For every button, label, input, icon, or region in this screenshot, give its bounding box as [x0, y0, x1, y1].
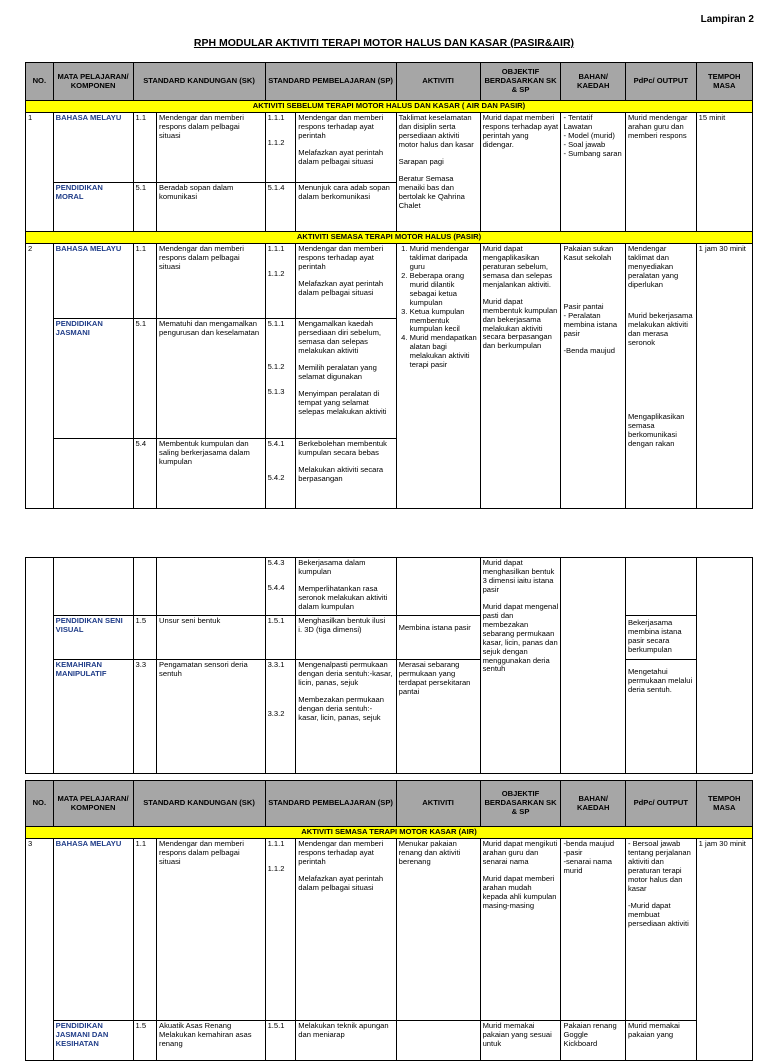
sp-code: 5.1.4 [265, 182, 296, 231]
subject-name: BAHASA MELAYU [53, 112, 133, 182]
sp-text: Mengenalpasti permukaan dengan deria sentuh:-kasar, licin, panas, sejuk [298, 660, 393, 687]
sk-text: Mendengar dan memberi respons dalam pelbagai situasi [157, 112, 266, 182]
output-text: Bekerjasama membina istana pasir secara berkumpulan [625, 616, 696, 660]
sp-text: Menunjuk cara adab sopan dalam berkomunikasi [296, 182, 396, 231]
subject-name: PENDIDIKAN JASMANI [53, 318, 133, 438]
header-no: NO. [26, 63, 54, 101]
sp-text: Melakukan aktiviti secara berpasangan [298, 464, 384, 483]
output-text: Mengetahui permukaan melalui deria sentuh. [625, 660, 696, 774]
header-bahan: BAHAN/ KAEDAH [561, 63, 626, 101]
table-header-row [26, 63, 753, 101]
header-bahan: BAHAN/ KAEDAH [561, 781, 626, 827]
activity-list [399, 245, 478, 370]
activity-text: Merasai sebarang permukaan yang terdapat persekitaran pantai [396, 660, 480, 774]
row-number: 2 [26, 243, 54, 508]
section-band: AKTIVITI SEMASA TERAPI MOTOR KASAR (AIR) [26, 827, 753, 839]
objective-text: Murid dapat memberi arahan mudah kepada ahli kumpulan masing-masing [482, 873, 557, 910]
duration-text: 15 minit [696, 112, 752, 231]
sk-code: 5.1 [133, 182, 157, 231]
output-text: Mengaplikasikan semasa berkomunikasi dengan rakan [627, 412, 685, 449]
rph-table-1 [25, 62, 753, 509]
sp-code: 3.3.2 [267, 708, 285, 718]
table-row [26, 243, 753, 318]
rph-table-2 [25, 557, 753, 774]
header-pdpc: PdPc/ OUTPUT [625, 63, 696, 101]
activity-text: Sarapan pagi [398, 156, 444, 166]
page-title: RPH MODULAR AKTIVITI TERAPI MOTOR HALUS DAN KASAR (PASIR&AIR) [193, 37, 575, 49]
table-header-row [26, 781, 753, 827]
header-tempoh: TEMPOH MASA [696, 781, 752, 827]
section-band: AKTIVITI SEMASA TERAPI MOTOR HALUS (PASIR) [26, 231, 753, 243]
sp-code: 5.1.2 [267, 361, 285, 371]
objective-text: Murid memakai pakaian yang sesuai untuk [480, 1020, 561, 1060]
sp-code: 5.4.1 [267, 438, 285, 448]
sk-code: 1.5 [133, 616, 157, 660]
activity-item: 4. Murid mendapatkan alatan bagi melakukan aktiviti terapi pasir [410, 334, 478, 370]
table-row [26, 1020, 753, 1060]
sp-code: 1.1.1 [267, 112, 285, 122]
subject-name: PENDIDIKAN SENI VISUAL [53, 616, 133, 660]
header-objektif: OBJEKTIF BERDASARKAN SK & SP [480, 781, 561, 827]
sp-code: 1.1.2 [267, 137, 285, 147]
objective-text: Murid dapat membentuk kumpulan dan bekerjasama melakukan aktiviti secara berpasangan dan berkumpulan [482, 296, 558, 351]
row-number: 1 [26, 112, 54, 231]
materials-text: -benda maujud -pasir -senarai nama murid [561, 838, 626, 1020]
sk-text: Membentuk kumpulan dan saling berkerjasama dalam kumpulan [157, 438, 266, 508]
subject-name: PENDIDIKAN JASMANI DAN KESIHATAN [53, 1020, 133, 1060]
sp-text: Membezakan permukaan dengan deria sentuh:- kasar, licin, panas, sejuk [298, 694, 384, 722]
activity-text: Taklimat keselamatan dan disiplin serta persediaan aktiviti motor halus dan kasar [398, 112, 474, 149]
activity-text: Membina istana pasir [396, 616, 480, 660]
materials-text: Pakaian renang Goggle Kickboard [561, 1020, 626, 1060]
sp-text: Berkebolehan membentuk kumpulan secara bebas [298, 438, 387, 457]
header-aktiviti: AKTIVITI [396, 63, 480, 101]
sp-text: Memilih peralatan yang selamat digunakan [298, 362, 377, 381]
sp-text: Melakukan teknik apungan dan meniarap [296, 1020, 396, 1060]
sp-code: 1.5.1 [265, 616, 296, 660]
header-pdpc: PdPc/ OUTPUT [625, 781, 696, 827]
table-row [26, 558, 753, 616]
sk-text: Pengamatan sensori deria sentuh [157, 660, 266, 774]
header-aktiviti: AKTIVITI [396, 781, 480, 827]
duration-text: 1 jam 30 minit [696, 243, 752, 508]
activity-item: 3. Ketua kumpulan membentuk kumpulan kecil [410, 308, 478, 335]
header-mata-pelajaran: MATA PELAJARAN/ KOMPONEN [53, 63, 133, 101]
sp-text: Mengamalkan kaedah persediaan diri sebelum, semasa dan selepas melakukan aktiviti [298, 318, 382, 355]
sk-code: 3.3 [133, 660, 157, 774]
table-row [26, 660, 753, 774]
sp-text: Menghasilkan bentuk ilusi i. 3D (tiga dimensi) [296, 616, 396, 660]
materials-text: Pasir pantai - Peralatan membina istana pasir [563, 301, 618, 338]
table-row [26, 616, 753, 660]
header-mata-pelajaran: MATA PELAJARAN/ KOMPONEN [53, 781, 133, 827]
sp-code: 1.1.1 [267, 243, 285, 253]
subject-name: BAHASA MELAYU [53, 243, 133, 318]
activity-item: 1. Murid mendengar taklimat daripada guru [410, 245, 478, 272]
table-row [26, 112, 753, 182]
output-text: Mendengar taklimat dan menyediakan peralatan yang diperlukan [627, 243, 679, 289]
sp-text: Melafazkan ayat perintah dalam pelbagai situasi [298, 278, 384, 297]
output-text: -Murid dapat membuat persediaan aktiviti [627, 900, 689, 928]
sk-code: 5.4 [133, 438, 157, 508]
sp-code: 5.1.3 [267, 386, 285, 396]
sp-code: 1.1.1 [267, 838, 285, 848]
sp-text: Menyimpan peralatan di tempat yang selamat selepas melakukan aktiviti [298, 388, 387, 416]
sk-code: 1.1 [133, 838, 157, 1020]
output-text: Murid memakai pakaian yang [625, 1020, 696, 1060]
sk-text: Mematuhi dan mengamalkan pengurusan dan keselamatan [157, 318, 266, 438]
row-number: 3 [26, 838, 54, 1060]
activity-text: Beratur Semasa menaiki bas dan bertolak ke Qahrina Chalet [398, 173, 465, 210]
header-sk: STANDARD KANDUNGAN (SK) [133, 63, 265, 101]
header-no: NO. [26, 781, 54, 827]
sp-code: 1.1.2 [267, 268, 285, 278]
materials-text: - Tentatif Lawatan - Model (murid) - Soal jawab - Sumbang saran [561, 112, 626, 231]
header-sp: STANDARD PEMBELAJARAN (SP) [265, 781, 396, 827]
sp-code: 1.1.2 [267, 863, 285, 873]
activity-text: Menukar pakaian renang dan aktiviti berenang [396, 838, 480, 1020]
sk-code: 1.1 [133, 112, 157, 182]
sp-text: Melafazkan ayat perintah dalam pelbagai situasi [298, 873, 384, 892]
duration-text: 1 jam 30 minit [696, 838, 752, 1060]
sk-text: Akuatik Asas Renang Melakukan kemahiran asas renang [157, 1020, 266, 1060]
sk-code: 5.1 [133, 318, 157, 438]
sp-text: Mendengar dan memberi respons terhadap ayat perintah [298, 112, 384, 140]
sk-text: Mendengar dan memberi respons dalam pelbagai situasi [157, 243, 266, 318]
appendix-label: Lampiran 2 [700, 14, 754, 25]
output-text: Murid bekerjasama melakukan aktiviti dan merasa seronok [627, 310, 693, 347]
sp-code: 5.4.3 [267, 558, 285, 567]
header-sk: STANDARD KANDUNGAN (SK) [133, 781, 265, 827]
subject-name: BAHASA MELAYU [53, 838, 133, 1020]
sp-text: Bekerjasama dalam kumpulan [298, 558, 366, 576]
sp-code: 5.1.1 [267, 318, 285, 328]
objective-text: Murid dapat menghasilkan bentuk 3 dimensi iaitu istana pasir [482, 558, 555, 594]
sp-code: 5.4.4 [267, 582, 285, 592]
sk-text: Beradab sopan dalam komunikasi [157, 182, 266, 231]
header-sp: STANDARD PEMBELAJARAN (SP) [265, 63, 396, 101]
sk-code: 1.1 [133, 243, 157, 318]
sp-code: 1.5.1 [265, 1020, 296, 1060]
activity-item: 2. Beberapa orang murid dilantik sebagai ketua kumpulan [410, 272, 478, 308]
subject-name: KEMAHIRAN MANIPULATIF [53, 660, 133, 774]
materials-text: Pakaian sukan Kasut sekolah [563, 243, 614, 262]
sp-text: Mendengar dan memberi respons terhadap ayat perintah [298, 243, 384, 271]
objective-text: Murid dapat memberi respons terhadap ayat perintah yang didengar. [480, 112, 561, 231]
rph-table-3 [25, 780, 753, 1061]
header-tempoh: TEMPOH MASA [696, 63, 752, 101]
sk-code: 1.5 [133, 1020, 157, 1060]
sk-text: Unsur seni bentuk [157, 616, 266, 660]
objective-text: Murid dapat mengikuti arahan guru dan senarai nama [482, 838, 558, 866]
output-text: Murid mendengar arahan guru dan memberi respons [625, 112, 696, 231]
sk-text: Mendengar dan memberi respons dalam pelbagai situasi [157, 838, 266, 1020]
subject-name: PENDIDIKAN MORAL [53, 182, 133, 231]
sp-code: 3.3.1 [267, 660, 285, 669]
sp-code: 5.4.2 [267, 472, 285, 482]
sp-text: Mendengar dan memberi respons terhadap ayat perintah [298, 838, 384, 866]
objective-text: Murid dapat mengenal pasti dan membezakan sebarang permukaan kasar, licin, panas dan sejuk dengan menggunakan deria sentuh [482, 601, 559, 674]
section-band: AKTIVITI SEBELUM TERAPI MOTOR HALUS DAN KASAR ( AIR DAN PASIR) [26, 101, 753, 113]
sp-text: Melafazkan ayat perintah dalam pelbagai situasi [298, 147, 384, 166]
output-text: - Bersoal jawab tentang perjalanan aktiviti dan peraturan terapi motor halus dan kasar [627, 838, 691, 893]
materials-text: -Benda maujud [563, 345, 615, 355]
objective-text: Murid dapat mengaplikasikan peraturan sebelum, semasa dan selepas menjalankan aktiviti. [482, 243, 553, 289]
sp-text: Memperlihatankan rasa seronok melakukan aktiviti dalam kumpulan [298, 583, 388, 611]
table-row [26, 838, 753, 1020]
header-objektif: OBJEKTIF BERDASARKAN SK & SP [480, 63, 561, 101]
